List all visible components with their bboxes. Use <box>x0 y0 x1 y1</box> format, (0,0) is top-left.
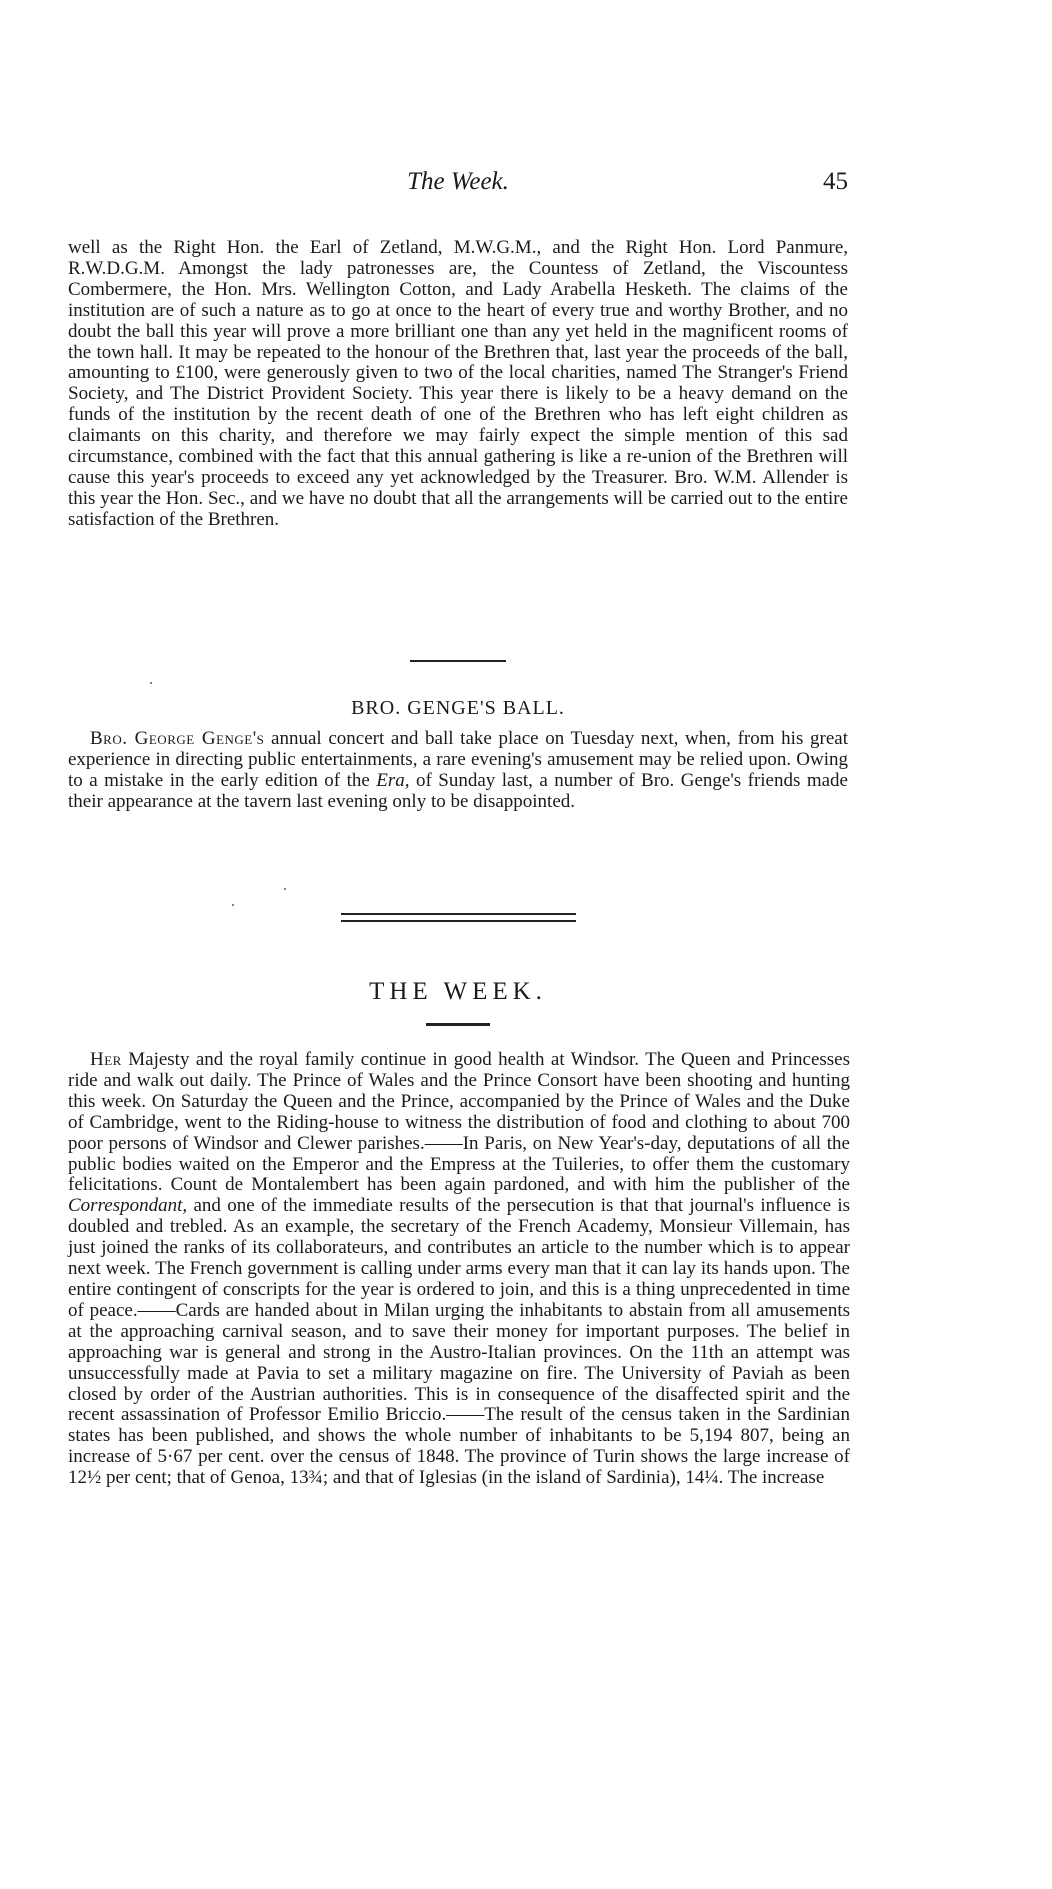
week-text-1: Majesty and the royal family continue in good health at Windsor. The Queen and Princesses ride and walk out daily. The Prince of Wales and the Prince Consort have been shooting and hunting this week. On Saturday the Queen and the Prince, accompanied by the Prince of Wales and the Duke of Cambridge, went to the Riding-house to witness the distribution of food and clothing to about 700 poor persons of Windsor and Clewer parishes.——In Paris, on New Year's-day, deputations of all the public bodies waited on the Emperor and the Empress at the Tuileries, to offer them the customary felicitations. Count de Montalembert has been again pardoned, and with him the publisher of the <box>68 1049 850 1196</box>
running-head <box>68 168 848 202</box>
double-rule-bottom <box>341 920 576 922</box>
genge-text-1: annual concert and ball take place on Tuesday next, when, from his great experience in directing public entertainments, a rare evening's amusement may be relied upon. Owing to a mistake in the early edition of the <box>68 728 848 791</box>
week-text-2: and one of the immediate results of the persecution is that that journal's influence is doubled and trebled. As an example, the secretary of the French Academy, Monsieur Villemain, has just joined the ranks of its collaborateurs, and contributes an article to the number which is to appear next week. The French government is calling under arms every man that it can lay its hands upon. The entire contingent of conscripts for the year is ordered to join, and this is a thing unprecedented in time of peace.——Cards are handed about in Milan urging the inhabitants to abstain from all amusements at the approaching carnival season, and to save their money for important purposes. The belief in approaching war is general and strong in the Austro-Italian provinces. On the 11th an attempt was unsuccessfully made at Pavia to set a military magazine on fire. The University of Paviah as been closed by order of the Austrian authorities. This is in consequence of the disaffected spirit and the recent assassination of Professor Emilio Briccio.——The result of the census taken in the Sardinian states has been published, and shows the whole number of inhabitants to be 5,194 807, being an increase of 5·67 per cent. over the census of 1848. The province of Turin shows the large increase of 12½ per cent; that of Genoa, 13¾; and that of Iglesias (in the island of Sardinia), 14¼. The increase <box>68 1195 850 1489</box>
page-number: 45 <box>823 168 848 195</box>
era-title: Era, <box>376 769 410 791</box>
genge-article <box>68 729 848 813</box>
genge-text-2: of Sunday last, a number of Bro. Genge's friends made their appearance at the tavern last evening only to be disappointed. <box>68 769 848 812</box>
week-heading: THE WEEK. <box>369 978 547 1005</box>
genge-lead: Bro. George Genge's <box>90 728 265 749</box>
section-divider <box>410 660 506 662</box>
running-title: The Week. <box>407 168 509 195</box>
print-speck <box>284 888 286 890</box>
continued-article-text: well as the Right Hon. the Earl of Zetland, M.W.G.M., and the Right Hon. Lord Panmure, R.W.D.G.M. Amongst the lady patronesses are, the Countess of Zetland, the Viscountess Combermere, the Hon. Mrs. Wellington Cotton, and Lady Arabella Hesketh. The claims of the institution are of such a nature as to go at once to the heart of every true and worthy Brother, and no doubt the ball this year will prove a more brilliant one than any yet held in the magnificent rooms of the town hall. It may be repeated to the honour of the Brethren that, last year the proceeds of the ball, amounting to £100, were generously given to two of the local charities, named The Stranger's Friend Society, and The District Provident Society. This year there is likely to be a heavy demand on the funds of the institution by the recent death of one of the Brethren who has left eight children as claimants on this charity, and therefore we may fairly expect the simple mention of this sad circumstance, combined with the fact that this annual gathering is like a re-union of the Brethren will cause this year's proceeds to exceed any yet acknowledged by the Treasurer. Bro. W.M. Allender is this year the Hon. Sec., and we have no doubt that all the arrangements will be carried out to the entire satisfaction of the Brethren. <box>68 237 848 530</box>
heading-underline <box>426 1023 490 1026</box>
double-rule-top <box>341 913 576 915</box>
week-article <box>68 1050 850 1489</box>
week-paragraph <box>68 1050 850 1489</box>
genge-paragraph <box>68 729 848 813</box>
week-lead: Her <box>90 1049 122 1070</box>
print-speck <box>150 682 152 684</box>
continued-article <box>68 238 848 531</box>
correspondant-title: Correspondant, <box>68 1195 188 1217</box>
genge-heading: BRO. GENGE'S BALL. <box>351 697 565 719</box>
print-speck <box>232 904 234 906</box>
